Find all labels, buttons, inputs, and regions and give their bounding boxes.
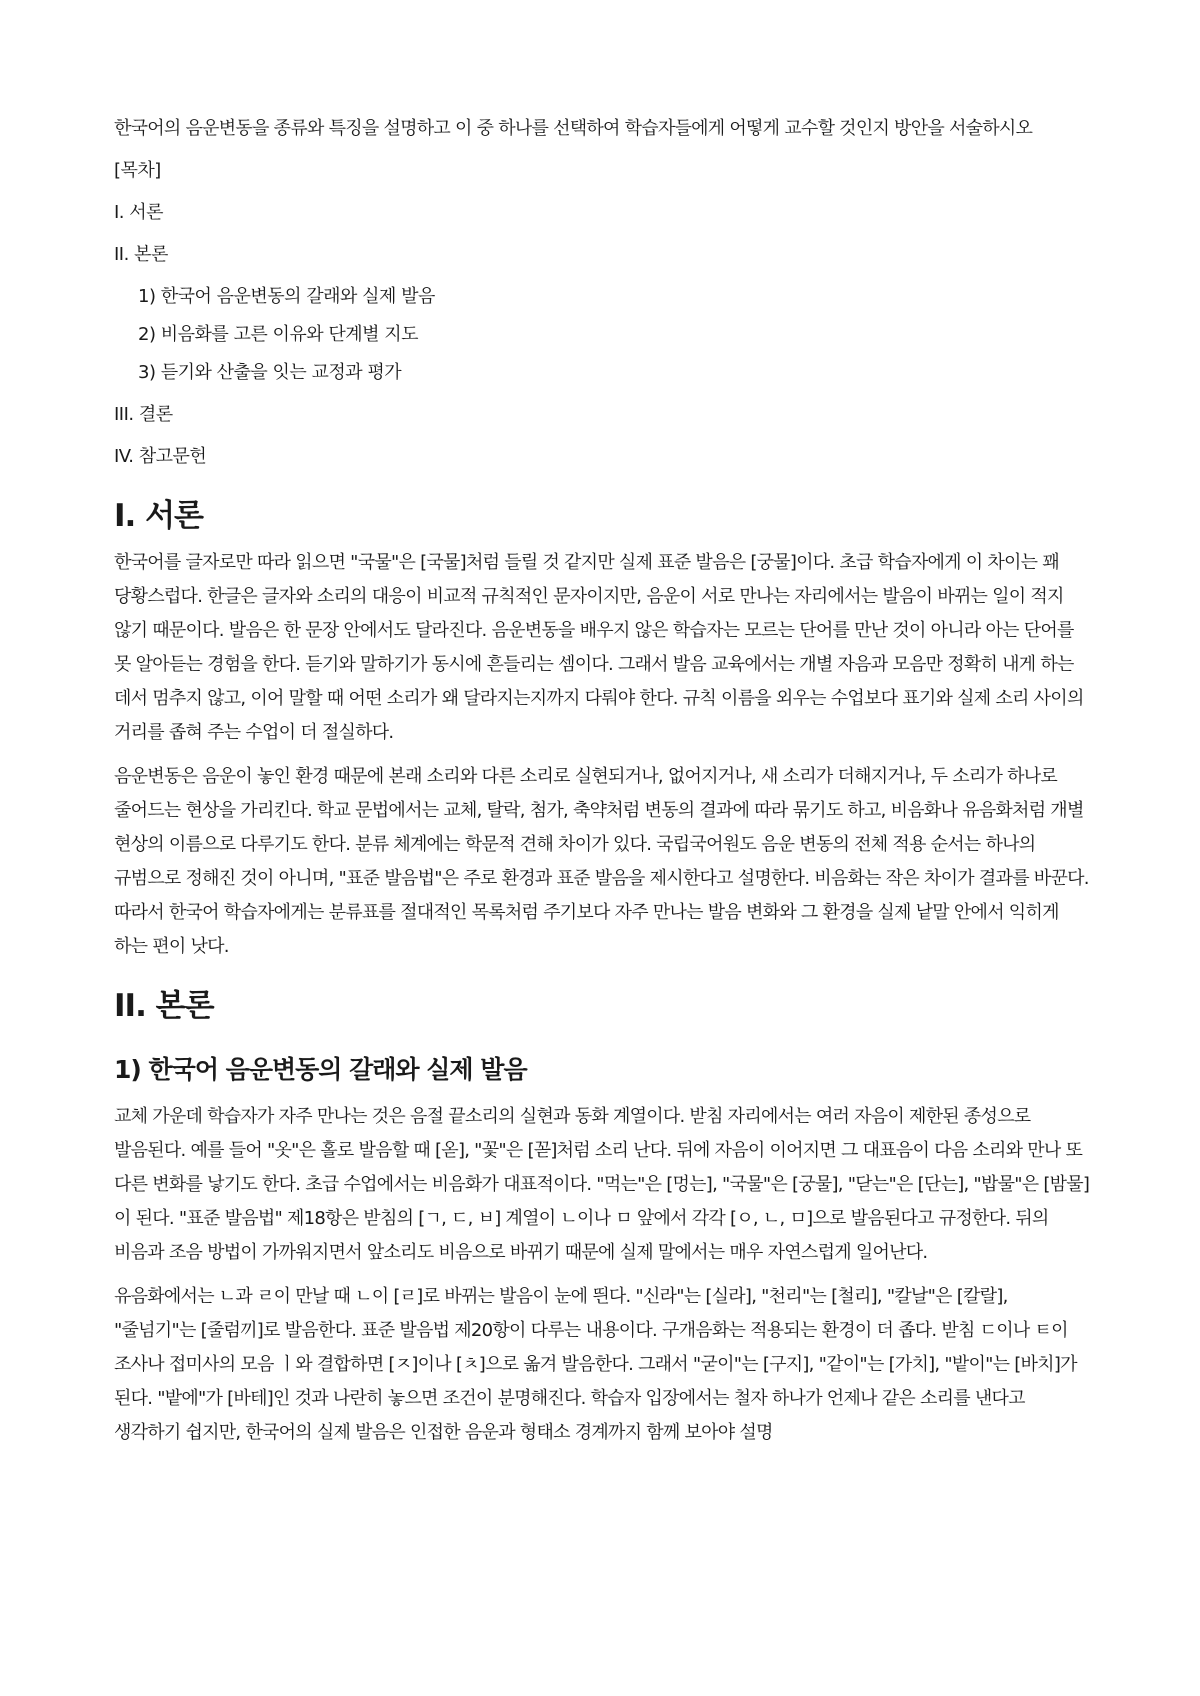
toc-item-body-3: 3) 듣기와 산출을 잇는 교정과 평가 [138,362,402,383]
table-of-contents [114,154,1093,474]
toc-title: [목차] [114,160,161,181]
body-paragraph: 교체 가운데 학습자가 자주 만나는 것은 음절 끝소리의 실현과 동화 계열이다. 받침 자리에서는 여러 자음이 제한된 종성으로 발음된다. 예를 들어 "옷"은 홀로 발음할 때 [옫], "꽃"은 [꼳]처럼 소리 난다. 뒤에 자음이 이어지면 그 대표음이 다음 소리와 만나 또 다른 변화를 낳기도 한다. 초급 수업에서는 비음화가 대표적이다. "먹는"은 [멍는], "국물"은 [궁물], "닫는"은 [단는], "밥물"은 [밤물]이 된다. "표준 발음법" 제18항은 받침의 [ㄱ, ㄷ, ㅂ] 계열이 ㄴ이나 ㅁ 앞에서 각각 [ㅇ, ㄴ, ㅁ]으로 발음된다고 규정한다. 뒤의 비음과 조음 방법이 가까워지면서 앞소리도 비음으로 바뀌기 때문에 실제 말에서는 매우 자연스럽게 일어난다. [114,1106,1090,1263]
toc-item-intro: I. 서론 [114,202,164,223]
question-text: 한국어의 음운변동을 종류와 특징을 설명하고 이 중 하나를 선택하여 학습자들에게 어떻게 교수할 것인지 방안을 서술하시오 [114,118,1033,139]
toc-item-conclusion: III. 결론 [114,404,173,425]
toc-item-body-2: 2) 비음화를 고른 이유와 단계별 지도 [138,324,419,345]
heading-body-sub1: 1) 한국어 음운변동의 갈래와 실제 발음 [114,1055,527,1084]
intro-paragraph: 음운변동은 음운이 놓인 환경 때문에 본래 소리와 다른 소리로 실현되거나, 없어지거나, 새 소리가 더해지거나, 두 소리가 하나로 줄어드는 현상을 가리킨다. 학교 문법에서는 교체, 탈락, 첨가, 축약처럼 변동의 결과에 따라 묶기도 하고, 비음화나 유음화처럼 개별 현상의 이름으로 다루기도 한다. 분류 체계에는 학문적 견해 차이가 있다. 국립국어원도 음운 변동의 전체 적용 순서는 하나의 규범으로 정해진 것이 아니며, "표준 발음법"은 주로 환경과 표준 발음을 제시한다고 설명한다. 비음화는 작은 차이가 결과를 바꾼다. 따라서 한국어 학습자에게는 분류표를 절대적인 목록처럼 주기보다 자주 만나는 발음 변화와 그 환경을 실제 낱말 안에서 익히게 하는 편이 낫다. [114,766,1089,957]
toc-item-references: IV. 참고문헌 [114,446,207,467]
toc-item-body-1: 1) 한국어 음운변동의 갈래와 실제 발음 [138,286,435,307]
intro-paragraph: 한국어를 글자로만 따라 읽으면 "국물"은 [국물]처럼 들릴 것 같지만 실제 표준 발음은 [궁물]이다. 초급 학습자에게 이 차이는 꽤 당황스럽다. 한글은 글자와 소리의 대응이 비교적 규칙적인 문자이지만, 음운이 서로 만나는 자리에서는 발음이 바뀌는 일이 적지 않기 때문이다. 발음은 한 문장 안에서도 달라진다. 음운변동을 배우지 않은 학습자는 모르는 단어를 만난 것이 아니라 아는 단어를 못 알아듣는 경험을 한다. 듣기와 말하기가 동시에 흔들리는 셈이다. 그래서 발음 교육에서는 개별 자음과 모음만 정확히 내게 하는 데서 멈추지 않고, 이어 말할 때 어떤 소리가 왜 달라지는지까지 다뤄야 한다. 규칙 이름을 외우는 수업보다 표기와 실제 소리 사이의 거리를 좁혀 주는 수업이 더 절실하다. [114,552,1084,743]
heading-body: II. 본론 [114,988,214,1024]
body-paragraph: 유음화에서는 ㄴ과 ㄹ이 만날 때 ㄴ이 [ㄹ]로 바뀌는 발음이 눈에 띈다. "신라"는 [실라], "천리"는 [철리], "칼날"은 [칼랄], "줄넘기"는 [줄럼끼]로 발음한다. 표준 발음법 제20항이 다루는 내용이다. 구개음화는 적용되는 환경이 더 좁다. 받침 ㄷ이나 ㅌ이 조사나 접미사의 모음 ㅣ와 결합하면 [ㅈ]이나 [ㅊ]으로 옮겨 발음한다. 그래서 "굳이"는 [구지], "같이"는 [가치], "밭이"는 [바치]가 된다. "밭에"가 [바테]인 것과 나란히 놓으면 조건이 분명해진다. 학습자 입장에서는 철자 하나가 언제나 같은 소리를 낸다고 생각하기 쉽지만, 한국어의 실제 발음은 인접한 음운과 형태소 경계까지 함께 보아야 설명 [114,1286,1077,1443]
toc-item-body: II. 본론 [114,244,168,265]
heading-intro: I. 서론 [114,498,203,534]
toc-list [114,196,1093,474]
